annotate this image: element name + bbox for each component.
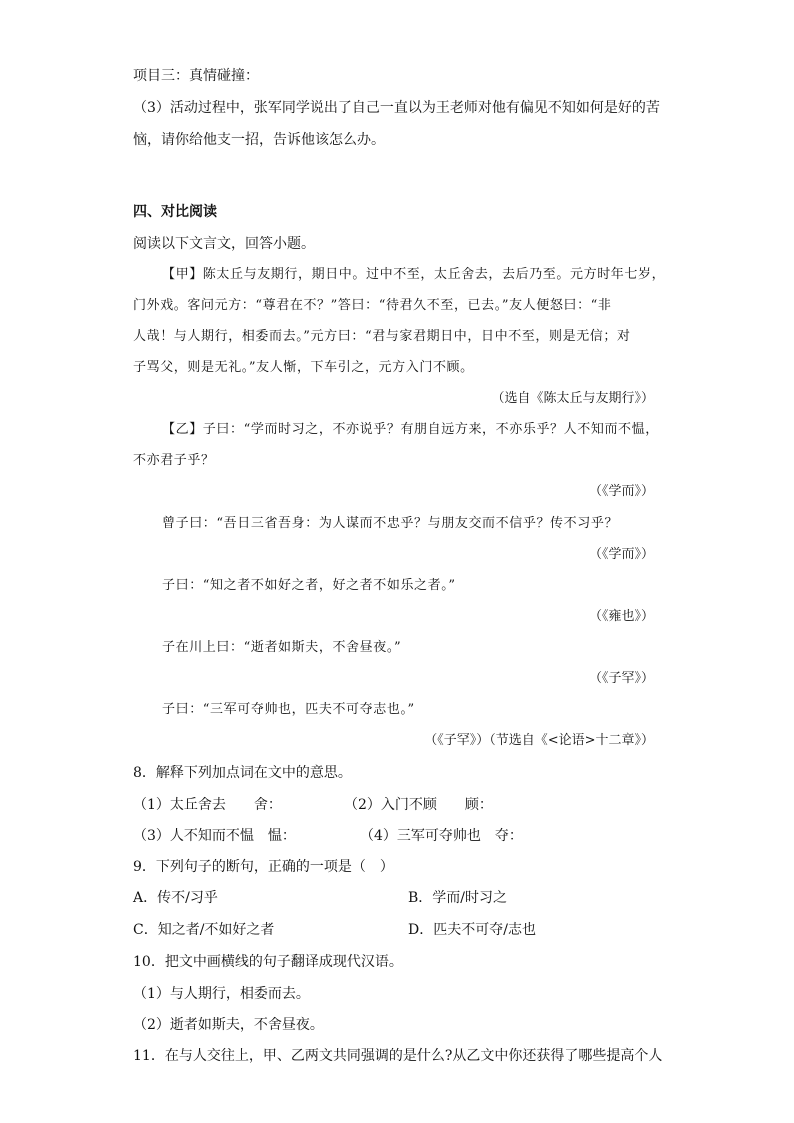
yi-line6: 子曰：“三军可夺帅也，匹夫不可夺志也。”: [162, 702, 415, 717]
project3-heading: 项目三：真情碰撞：: [133, 68, 259, 84]
yi-line4: 子曰：“知之者不如好之者，好之者不如乐之者。”: [162, 578, 456, 593]
question-8-item1: （1）太丘舍去 舍：: [133, 797, 282, 813]
yi-line2: 不亦君子乎？: [133, 453, 215, 468]
yi-source2: （《学而》）: [588, 547, 654, 562]
question-9-option-a: A．传不/习乎: [133, 890, 218, 906]
question-9-option-b: B．学而/时习之: [408, 890, 508, 906]
question-11-stem: 11．在与人交往上，甲、乙两文共同强调的是什么?从乙文中你还获得了哪些提高个人: [133, 1048, 663, 1064]
yi-source1: （《学而》）: [588, 484, 654, 499]
yi-source4: （《子罕》）: [588, 671, 654, 686]
jia-line2: 门外戏。客问元方：“尊君在不？”答曰：“待君久不至，已去。”友人便怒曰：“非: [133, 298, 612, 313]
section-title: 四、对比阅读: [133, 204, 217, 220]
jia-line1: 【甲】陈太丘与友期行，期日中。过中不至，太丘舍去，去后乃至。元方时年七岁，: [162, 267, 666, 282]
jia-line3: 人哉！与人期行，相委而去。”元方曰：“君与家君期日中，日中不至，则是无信；对: [133, 329, 631, 344]
question-10-item1: （1）与人期行，相委而去。: [133, 986, 310, 1002]
yi-line5: 子在川上曰：“逝者如斯夫，不舍昼夜。”: [162, 640, 402, 655]
jia-line4: 子骂父，则是无礼。”友人惭，下车引之，元方入门不顾。: [133, 360, 474, 375]
yi-line1: 【乙】子曰：“学而时习之，不亦说乎？有朋自远方来，不亦乐乎？人不知而不愠，: [162, 422, 659, 437]
yi-line3: 曾子曰：“吾日三省吾身：为人谋而不忠乎？与朋友交而不信乎？传不习乎？: [162, 516, 619, 531]
section-instruction: 阅读以下文言文，回答小题。: [133, 236, 315, 252]
question-8-item3: （3）人不知而不愠 愠：: [133, 828, 296, 844]
question-3-line1: （3）活动过程中，张军同学说出了自己一直以为王老师对他有偏见不知如何是好的苦: [133, 100, 660, 116]
question-8-item2: （2）入门不顾 顾：: [344, 797, 493, 813]
jia-source: （选自《陈太丘与友期行》）: [491, 391, 654, 406]
question-10-item2: （2）逝者如斯夫，不舍昼夜。: [133, 1017, 324, 1033]
yi-source3: （《雍也》）: [588, 609, 654, 624]
question-9-stem: 9．下列句子的断句，正确的一项是（ ）: [133, 859, 394, 875]
question-10-stem: 10．把文中画横线的句子翻译成现代汉语。: [133, 954, 403, 970]
question-8-item4: （4）三军可夺帅也 夺：: [360, 828, 523, 844]
question-9-option-d: D．匹夫不可夺/志也: [408, 922, 536, 938]
question-8-stem: 8．解释下列加点词在文中的意思。: [133, 765, 352, 781]
question-9-option-c: C．知之者/不如好之者: [133, 922, 275, 938]
yi-source5: （《子罕》）（节选自《<论语>十二章》）: [424, 733, 654, 748]
question-3-line2: 恼，请你给他支一招，告诉他该怎么办。: [133, 132, 385, 148]
